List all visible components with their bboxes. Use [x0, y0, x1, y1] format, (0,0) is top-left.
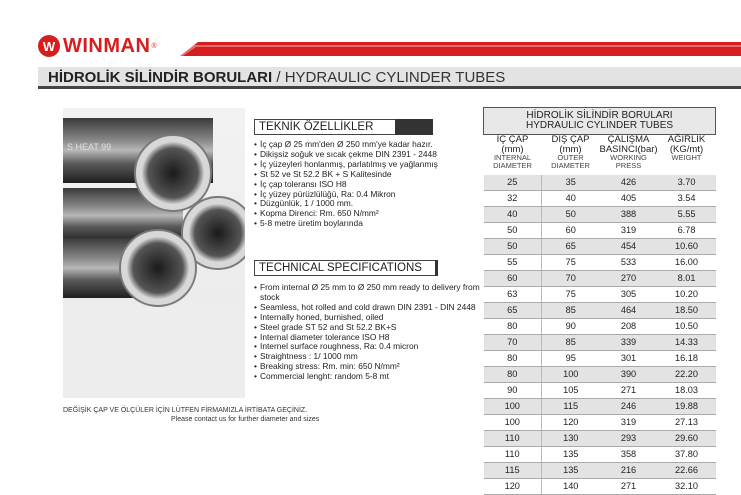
table-cell: 25 [484, 175, 542, 191]
table-cell: 319 [600, 415, 658, 431]
table-cell: 8.01 [658, 271, 716, 287]
table-cell: 50 [542, 207, 600, 223]
column-header-tr: AĞIRLIK [667, 134, 706, 145]
table-cell: 390 [600, 367, 658, 383]
column-header-en: INTERNAL DIAMETER [493, 153, 532, 170]
table-cell: 120 [542, 415, 600, 431]
table-cell: 27.13 [658, 415, 716, 431]
table-cell: 115 [542, 399, 600, 415]
tubes-illustration [63, 108, 245, 398]
table-row [484, 255, 716, 271]
table-cell: 110 [484, 447, 542, 463]
teknik-item: • St 52 ve St 52.2 BK + S Kalitesinde [254, 170, 438, 180]
column-header [542, 135, 600, 176]
table-cell: 90 [484, 383, 542, 399]
table-cell: 80 [484, 367, 542, 383]
technical-item: • Internally honed, burnished, oiled [254, 313, 480, 323]
table-row [484, 479, 716, 495]
column-header-tr: DIŞ ÇAP [551, 134, 590, 145]
table-cell: 60 [484, 271, 542, 287]
table-cell: 50 [484, 239, 542, 255]
table-cell: 70 [542, 271, 600, 287]
table-cell: 65 [542, 239, 600, 255]
teknik-item: • Kopma Direnci: Rm. 650 N/mm² [254, 209, 438, 219]
column-header-tr: ÇALIŞMA [607, 134, 650, 145]
table-cell: 216 [600, 463, 658, 479]
spec-table [483, 107, 716, 495]
table-row [484, 399, 716, 415]
table-cell: 95 [542, 351, 600, 367]
table-cell: 55 [484, 255, 542, 271]
table-cell: 3.70 [658, 175, 716, 191]
table-cell: 388 [600, 207, 658, 223]
table-cell: 65 [484, 303, 542, 319]
table-cell: 75 [542, 287, 600, 303]
table-row [484, 303, 716, 319]
column-headers [484, 135, 716, 176]
table-cell: 5.55 [658, 207, 716, 223]
table-row [484, 415, 716, 431]
teknik-item: • Dikişsiz soğuk ve sıcak çekme DIN 2391 - 2448 [254, 150, 438, 160]
table-cell: 6.78 [658, 223, 716, 239]
page-title [48, 69, 505, 86]
column-header [600, 135, 658, 176]
table-cell: 271 [600, 383, 658, 399]
table-cell: 63 [484, 287, 542, 303]
table-cell: 100 [542, 367, 600, 383]
contact-note-tr: DEĞİŞİK ÇAP VE ÖLÇÜLER İÇİN LÜTFEN FİRMAMIZLA İRTİBATA GEÇİNİZ. [63, 407, 308, 414]
table-cell: 319 [600, 223, 658, 239]
table-cell: 135 [542, 463, 600, 479]
column-header-unit: (mm) [501, 143, 524, 155]
table-cell: 10.60 [658, 239, 716, 255]
table-cell: 10.20 [658, 287, 716, 303]
table-cell: 305 [600, 287, 658, 303]
table-cell: 100 [484, 399, 542, 415]
table-cell: 22.66 [658, 463, 716, 479]
table-cell: 40 [542, 191, 600, 207]
table-cell: 70 [484, 335, 542, 351]
table-row [484, 175, 716, 191]
table-row [484, 239, 716, 255]
table-row [484, 447, 716, 463]
technical-item: • From internal Ø 25 mm to Ø 250 mm ready to delivery from stock [254, 283, 480, 303]
column-header-en: OUTER DIAMETER [551, 153, 590, 170]
table-cell: 16.18 [658, 351, 716, 367]
table-cell: 10.50 [658, 319, 716, 335]
column-header-tr: İÇ ÇAP [496, 134, 529, 145]
table-cell: 454 [600, 239, 658, 255]
table-cell: 105 [542, 383, 600, 399]
tube-stamp: S HEAT 99 [67, 142, 112, 152]
table-cell: 18.03 [658, 383, 716, 399]
table-cell: 3.54 [658, 191, 716, 207]
column-header-unit: BASINCI(bar) [599, 143, 658, 155]
table-cell: 35 [542, 175, 600, 191]
table-row [484, 367, 716, 383]
table-cell: 293 [600, 431, 658, 447]
table-cell: 100 [484, 415, 542, 431]
table-cell: 301 [600, 351, 658, 367]
table-cell: 29.60 [658, 431, 716, 447]
table-cell: 32.10 [658, 479, 716, 495]
table-cell: 40 [484, 207, 542, 223]
technical-item: • Steel grade ST 52 and St 52.2 BK+S [254, 323, 480, 333]
table-row [484, 383, 716, 399]
page-title-bar [38, 67, 741, 89]
technical-item: • Internal diameter tolerance ISO H8 [254, 333, 480, 343]
teknik-heading-bar [395, 119, 433, 135]
table-cell: 50 [484, 223, 542, 239]
table-cell: 140 [542, 479, 600, 495]
table-title-tr: HİDROLİK SİLİNDİR BORULARI [526, 110, 673, 121]
page-title-en: HYDRAULIC CYLINDER TUBES [284, 69, 506, 86]
table-row [484, 287, 716, 303]
table-cell: 270 [600, 271, 658, 287]
table-cell: 18.50 [658, 303, 716, 319]
table-cell: 110 [484, 431, 542, 447]
table-cell: 60 [542, 223, 600, 239]
technical-list [254, 283, 480, 382]
table-cell: 22.20 [658, 367, 716, 383]
teknik-item: • İç yüzey pürüzlülüğü, Ra: 0.4 Mikron [254, 190, 438, 200]
table-row [484, 463, 716, 479]
table-cell: 90 [542, 319, 600, 335]
table-row [484, 191, 716, 207]
table-cell: 37.80 [658, 447, 716, 463]
table-title-en: HYDRAULIC CYLINDER TUBES [525, 120, 674, 131]
table-cell: 130 [542, 431, 600, 447]
technical-item: • Straightness : 1/ 1000 mm [254, 352, 480, 362]
table-title [484, 108, 716, 135]
technical-heading: TECHNICAL SPECIFICATIONS [254, 260, 435, 276]
table-row [484, 335, 716, 351]
table-cell: 339 [600, 335, 658, 351]
teknik-list [254, 140, 438, 229]
table-cell: 271 [600, 479, 658, 495]
table-cell: 75 [542, 255, 600, 271]
technical-item: • Commercial lenght: random 5-8 mt [254, 372, 480, 382]
contact-note-en: Please contact us for further diameter and sizes [171, 416, 320, 423]
table-body [484, 175, 716, 495]
table-cell: 14.33 [658, 335, 716, 351]
table-cell: 80 [484, 319, 542, 335]
table-cell: 135 [542, 447, 600, 463]
technical-heading-bar [435, 260, 438, 276]
column-header-unit: (mm) [559, 143, 582, 155]
winman-logo [38, 33, 157, 59]
column-header-unit: (KG/mt) [669, 143, 704, 155]
table-row [484, 223, 716, 239]
header-red-bar [180, 42, 741, 56]
table-cell: 80 [484, 351, 542, 367]
technical-item: • Breaking stress: Rm. min: 650 N/mm² [254, 362, 480, 372]
table-cell: 358 [600, 447, 658, 463]
table-row [484, 319, 716, 335]
column-header [484, 135, 542, 176]
table-cell: 85 [542, 303, 600, 319]
table-cell: 32 [484, 191, 542, 207]
table-cell: 115 [484, 463, 542, 479]
table-cell: 464 [600, 303, 658, 319]
page-title-sep: / [272, 69, 285, 86]
table-cell: 85 [542, 335, 600, 351]
table-cell: 120 [484, 479, 542, 495]
table-cell: 533 [600, 255, 658, 271]
logo-mark: W [38, 35, 60, 57]
table-row [484, 271, 716, 287]
table-cell: 19.88 [658, 399, 716, 415]
brand-name: WINMAN [63, 34, 151, 57]
technical-item: • Seamless, hot rolled and cold drawn DIN 2391 - DIN 2448 [254, 303, 480, 313]
column-header-en: WORKING PRESS [610, 153, 647, 170]
column-header-en: WEIGHT [671, 153, 702, 162]
tubes-photo [63, 108, 245, 398]
table-row [484, 431, 716, 447]
teknik-item: • İç yüzeyleri honlanmış, parlatılmış ve yağlanmış [254, 160, 438, 170]
table-cell: 208 [600, 319, 658, 335]
registered-mark: ® [151, 42, 157, 50]
table-row [484, 351, 716, 367]
teknik-item: • İç çap toleransı ISO H8 [254, 180, 438, 190]
page-title-tr: HİDROLİK SİLİNDİR BORULARI [48, 69, 273, 86]
teknik-item: • 5-8 metre üretim boylarında [254, 219, 438, 229]
teknik-heading: TEKNİK ÖZELLİKLER [254, 119, 395, 135]
contact-note [63, 406, 363, 424]
technical-item: • Internel surface roughness, Ra: 0.4 micron [254, 342, 480, 352]
table-row [484, 207, 716, 223]
table-cell: 405 [600, 191, 658, 207]
column-header [658, 135, 716, 176]
teknik-item: • İç çap Ø 25 mm'den Ø 250 mm'ye kadar hazır. [254, 140, 438, 150]
table-cell: 16.00 [658, 255, 716, 271]
table-cell: 426 [600, 175, 658, 191]
teknik-item: • Düzgünlük, 1 / 1000 mm. [254, 199, 438, 209]
table-cell: 246 [600, 399, 658, 415]
